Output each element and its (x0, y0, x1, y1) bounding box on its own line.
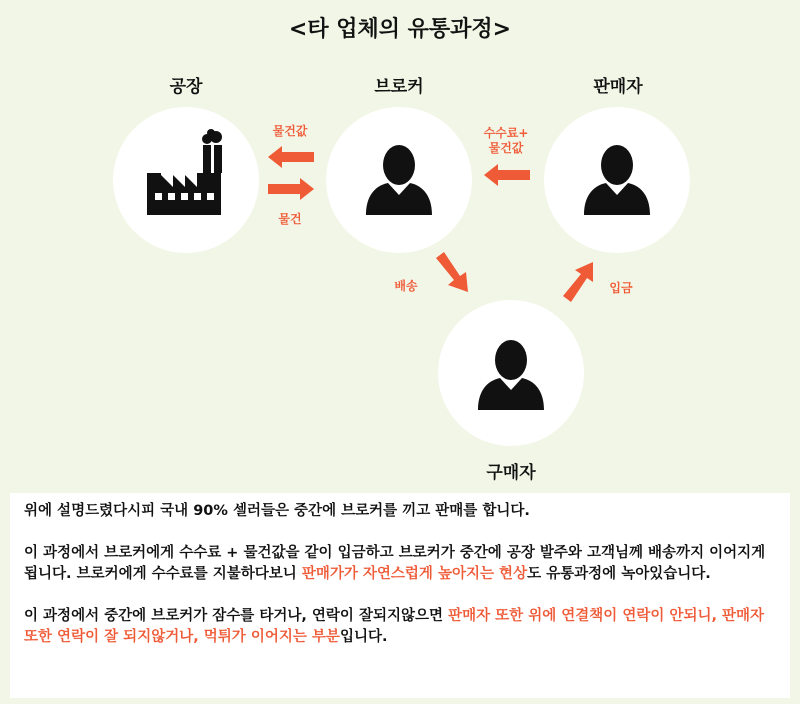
paragraph-3-highlight: 판매자 또한 위에 연결책이 연락이 안되니, 판매자 또한 연락이 잘 되지않거나, 먹튀가 이어지는 부분 (24, 608, 765, 645)
person-icon (438, 300, 584, 446)
paragraph-2-end: 도 유통과정에 녹아있습니다. (527, 566, 711, 582)
paragraph-2 (24, 543, 776, 585)
arrow-right-icon (268, 178, 314, 200)
broker-node (326, 107, 472, 253)
buyer-label: 구매자 (486, 463, 536, 483)
arrow-left-icon (484, 164, 530, 186)
arrow-left-icon (268, 146, 314, 168)
fee-price-label (474, 126, 538, 156)
delivery-label: 배송 (394, 279, 418, 293)
page-title: <타 업체의 유통과정> (288, 17, 512, 42)
factory-node (113, 107, 259, 253)
paragraph-2-highlight: 판매가가 자연스럽게 높아지는 현상 (301, 566, 528, 582)
seller-node (544, 107, 690, 253)
factory-label: 공장 (169, 77, 203, 97)
fee-price-line1: 수수료+ (483, 126, 529, 140)
broker-label: 브로커 (374, 77, 424, 97)
paragraph-1: 위에 설명드렸다시피 국내 90% 셀러들은 중간에 브로커를 끼고 판매를 합니다. (24, 503, 530, 519)
paragraph-3 (24, 606, 776, 648)
fee-price-line2: 물건값 (488, 141, 524, 155)
buyer-node (438, 300, 584, 446)
arrow-up-right-icon (563, 262, 599, 302)
deposit-label: 입금 (609, 281, 633, 295)
person-icon (544, 107, 690, 253)
factory-icon (113, 107, 259, 253)
goods-to-broker-label: 물건 (278, 212, 302, 226)
arrow-down-right-icon (436, 252, 476, 296)
person-icon (326, 107, 472, 253)
price-to-factory-label: 물건값 (272, 124, 308, 138)
paragraph-2-text: 이 과정에서 브로커에게 수수료 + 물건값을 같이 입금하고 브로커가 중간에 공장 발주와 고객님께 배송까지 이어지게 됩니다. 브로커에게 수수료를 지불하다보니 (24, 545, 766, 582)
seller-label: 판매자 (593, 77, 643, 97)
paragraph-3-text: 이 과정에서 중간에 브로커가 잠수를 타거나, 연락이 잘되지않으면 (24, 608, 449, 624)
paragraph-3-end: 입니다. (339, 629, 388, 645)
explanation-text-box (10, 493, 790, 698)
